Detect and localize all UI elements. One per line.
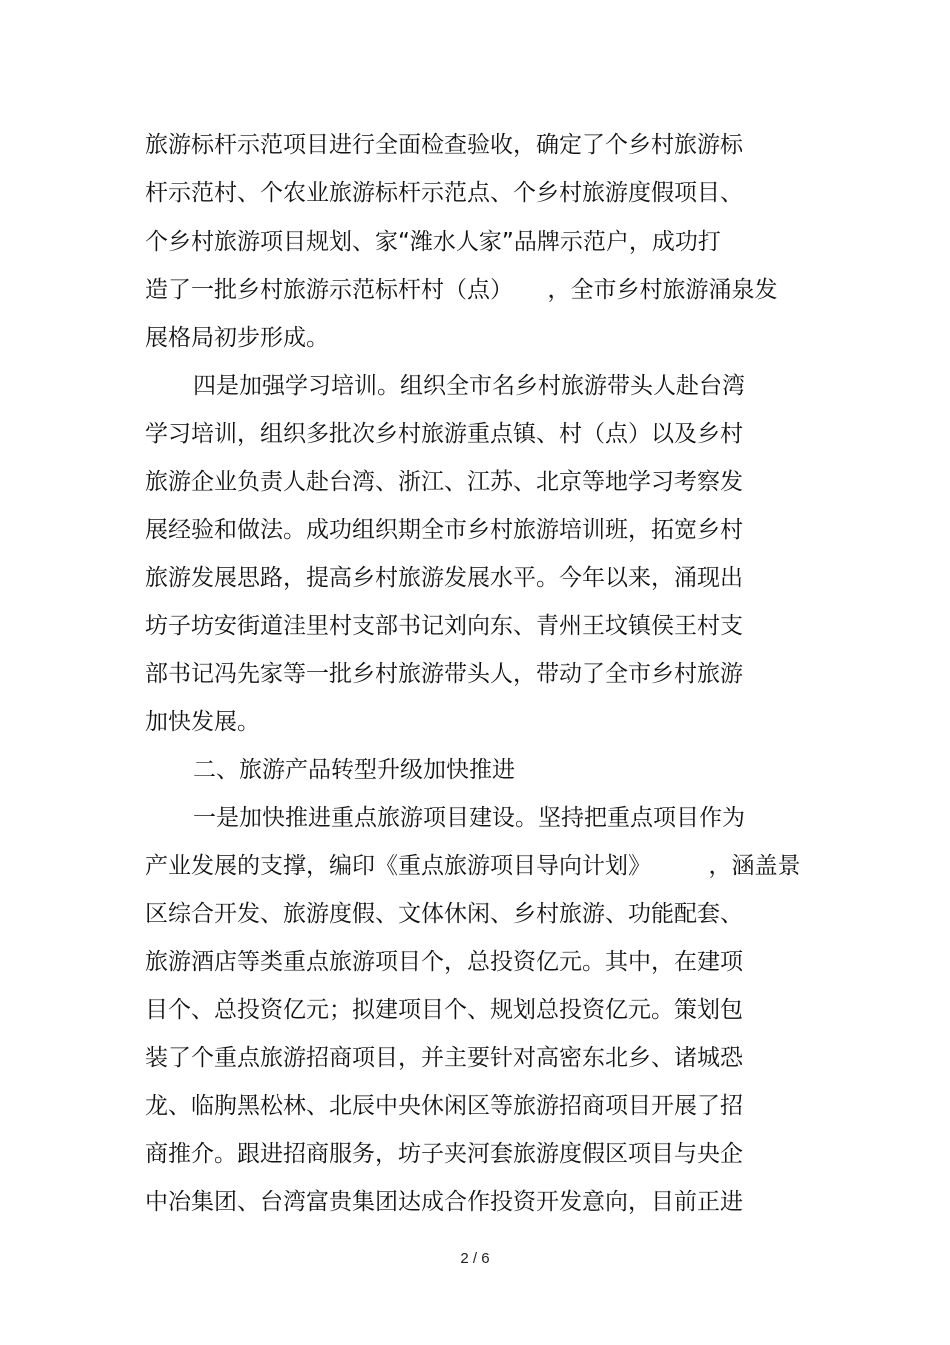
section-heading: 二、旅游产品转型升级加快推进 bbox=[193, 757, 515, 783]
text-line: 造了一批乡村旅游示范标杆村（点） ，全市乡村旅游涌泉发 bbox=[145, 277, 778, 303]
text-line: 个乡村旅游项目规划、家“潍水人家”品牌示范户，成功打 bbox=[145, 229, 721, 255]
text-line: 加快发展。 bbox=[145, 709, 260, 735]
text-line: 装了个重点旅游招商项目，并主要针对高密东北乡、诸城恐 bbox=[145, 1045, 743, 1071]
paragraph-start-line: 四是加强学习培训。组织全市名乡村旅游带头人赴台湾 bbox=[193, 373, 745, 399]
paragraph-start-line: 一是加快推进重点旅游项目建设。坚持把重点项目作为 bbox=[193, 805, 745, 831]
text-line: 旅游发展思路，提高乡村旅游发展水平。今年以来，涌现出 bbox=[145, 565, 743, 591]
text-line: 坊子坊安街道洼里村支部书记刘向东、青州王坟镇侯王村支 bbox=[145, 613, 743, 639]
text-line: 中冶集团、台湾富贵集团达成合作投资开发意向，目前正进 bbox=[145, 1189, 743, 1215]
text-line: 展格局初步形成。 bbox=[145, 325, 329, 351]
text-line: 区综合开发、旅游度假、文体休闲、乡村旅游、功能配套、 bbox=[145, 901, 743, 927]
text-line: 目个、总投资亿元；拟建项目个、规划总投资亿元。策划包 bbox=[145, 997, 743, 1023]
text-line: 商推介。跟进招商服务，坊子夹河套旅游度假区项目与央企 bbox=[145, 1141, 743, 1167]
text-line: 旅游企业负责人赴台湾、浙江、江苏、北京等地学习考察发 bbox=[145, 469, 743, 495]
text-line: 学习培训，组织多批次乡村旅游重点镇、村（点）以及乡村 bbox=[145, 421, 743, 447]
page-number: 2 / 6 bbox=[460, 1250, 490, 1267]
text-line: 龙、临朐黑松林、北辰中央休闲区等旅游招商项目开展了招 bbox=[145, 1093, 743, 1119]
text-line: 展经验和做法。成功组织期全市乡村旅游培训班，拓宽乡村 bbox=[145, 517, 743, 543]
text-line: 部书记冯先家等一批乡村旅游带头人，带动了全市乡村旅游 bbox=[145, 661, 743, 687]
text-line: 杆示范村、个农业旅游标杆示范点、个乡村旅游度假项目、 bbox=[145, 180, 743, 206]
text-line: 旅游标杆示范项目进行全面检查验收，确定了个乡村旅游标 bbox=[145, 132, 743, 158]
text-line: 旅游酒店等类重点旅游项目个，总投资亿元。其中，在建项 bbox=[145, 949, 743, 975]
text-line: 产业发展的支撑，编印《重点旅游项目导向计划》 ，涵盖景 bbox=[145, 853, 801, 879]
